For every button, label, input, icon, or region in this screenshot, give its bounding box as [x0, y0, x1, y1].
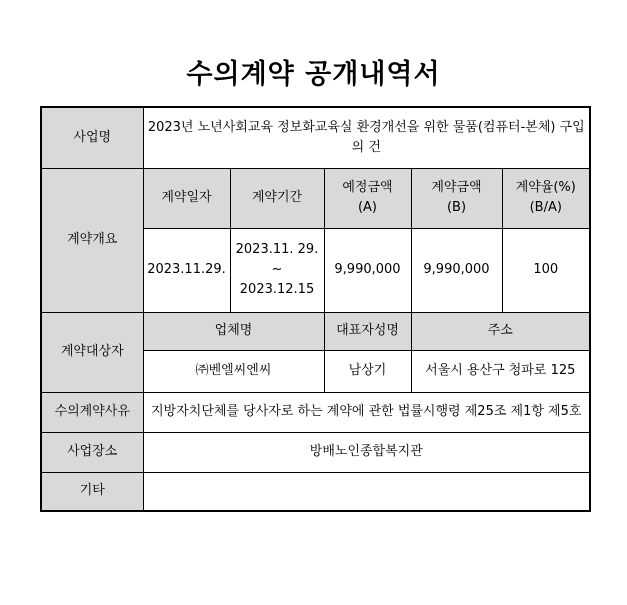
page-title: 수의계약 공개내역서 [186, 59, 441, 90]
header-address: 주소 [411, 312, 590, 350]
disclosure-table [40, 106, 591, 512]
row-reason [41, 392, 590, 432]
row-project [41, 107, 590, 168]
row-overview-headers [41, 168, 590, 228]
header-contract-rate: 계약율(%) (B/A) [502, 168, 590, 228]
overview-label: 계약개요 [41, 168, 143, 312]
value-contract-amount: 9,990,000 [411, 228, 502, 312]
location-value: 방배노인종합복지관 [143, 432, 590, 472]
project-label: 사업명 [41, 107, 143, 168]
value-estimated-amount: 9,990,000 [324, 228, 411, 312]
value-address: 서울시 용산구 청파로 125 [411, 350, 590, 392]
location-label: 사업장소 [41, 432, 143, 472]
header-representative: 대표자성명 [324, 312, 411, 350]
header-estimated-amount: 예정금액 (A) [324, 168, 411, 228]
value-representative: 남상기 [324, 350, 411, 392]
header-company-name: 업체명 [143, 312, 324, 350]
value-contract-rate: 100 [502, 228, 590, 312]
row-location [41, 432, 590, 472]
header-contract-amount: 계약금액 (B) [411, 168, 502, 228]
reason-value: 지방자치단체를 당사자로 하는 계약에 관한 법률시행령 제25조 제1항 제5호 [143, 392, 590, 432]
project-value: 2023년 노년사회교육 정보화교육실 환경개선을 위한 물품(컴퓨터-본체) 구입의 건 [143, 107, 590, 168]
header-contract-period: 계약기간 [230, 168, 324, 228]
etc-value [143, 472, 590, 511]
row-etc [41, 472, 590, 511]
reason-label: 수의계약사유 [41, 392, 143, 432]
etc-label: 기타 [41, 472, 143, 511]
contractor-label: 계약대상자 [41, 312, 143, 392]
value-company-name: ㈜벤엘씨엔씨 [143, 350, 324, 392]
value-contract-date: 2023.11.29. [143, 228, 230, 312]
row-contractor-headers [41, 312, 590, 350]
value-contract-period: 2023.11. 29. ~ 2023.12.15 [230, 228, 324, 312]
header-contract-date: 계약일자 [143, 168, 230, 228]
